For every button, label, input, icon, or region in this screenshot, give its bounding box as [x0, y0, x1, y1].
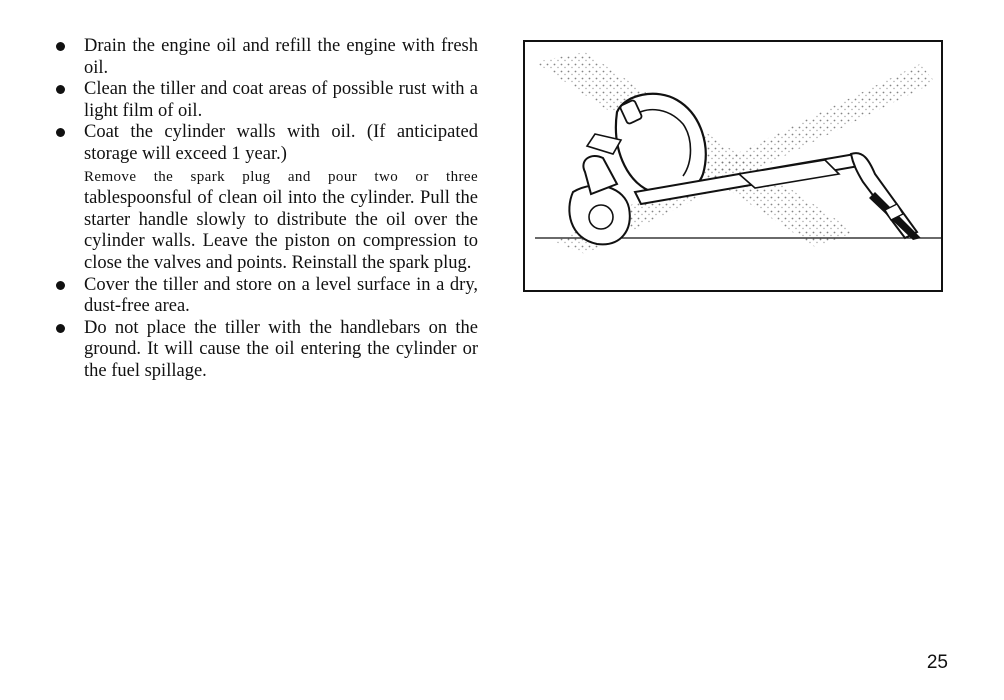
bullet-dot-icon	[56, 42, 65, 51]
bullet-text: Clean the tiller and coat areas of possible rust with a light film of oil.	[84, 79, 478, 121]
bullet-item-coat-cylinder	[54, 122, 478, 165]
sub-para-lead: Remove the spark plug and pour two or three	[84, 168, 478, 185]
page-number: 25	[926, 652, 948, 673]
bullet-text: Cover the tiller and store on a level surface in a dry, dust-free area.	[84, 274, 478, 317]
bullet-text: Do not place the tiller with the handlebars on the ground. It will cause the oil entering the cylinder or the fuel spillage.	[84, 317, 478, 381]
bullet-dot-icon	[56, 281, 65, 290]
instructions-column	[54, 36, 478, 383]
bullet-item-clean-tiller	[54, 79, 478, 122]
bullet-dot-icon	[56, 128, 65, 137]
bullet-dot-icon	[56, 324, 65, 333]
bullet-item-handlebar-warning	[54, 318, 478, 383]
bullet-dot-icon	[56, 85, 65, 94]
bullet-item-cover-tiller	[54, 275, 478, 318]
bullet-item-drain-oil	[54, 36, 478, 79]
bullet-text: Drain the engine oil and refill the engine with fresh oil.	[84, 36, 478, 78]
bullet-text: Coat the cylinder walls with oil. (If anticipated storage will exceed 1 year.)	[84, 122, 478, 164]
sub-para-rest: tablespoonsful of clean oil into the cylinder. Pull the starter handle slowly to distribute the oil over the cylinder walls. Leave the piston on compression to close the valves and points. Reinstall the spark plug.	[84, 188, 478, 273]
tiller-crossed-out-icon	[525, 42, 941, 290]
spark-plug-instructions	[54, 166, 478, 275]
figure-frame	[523, 40, 943, 292]
